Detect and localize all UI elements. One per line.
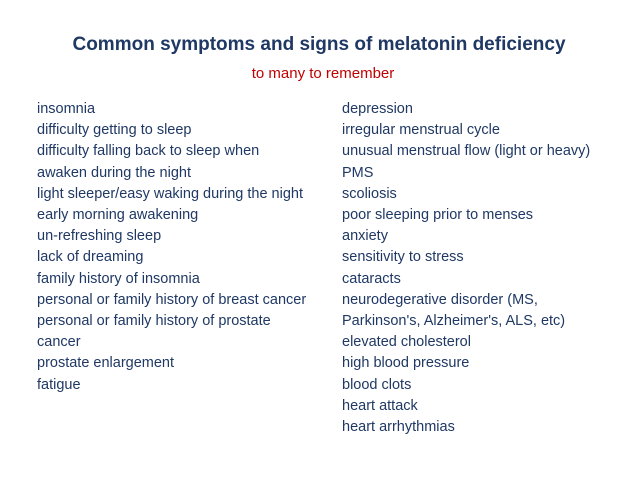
list-item: lack of dreaming (37, 249, 144, 266)
list-item: prostate enlargement (37, 355, 175, 372)
list-item: heart arrhythmias (342, 419, 455, 436)
list-item: light sleeper/easy waking during the night (37, 185, 303, 202)
symptom-list-right (342, 99, 592, 438)
symptom-list-left (37, 99, 307, 396)
list-item: fatigue (37, 376, 81, 393)
list-item: heart attack (342, 397, 418, 414)
list-item: anxiety (342, 228, 388, 245)
list-item: family history of insomnia (37, 270, 200, 287)
list-item: difficulty falling back to sleep when awaken during the night (37, 143, 260, 181)
list-item: depression (342, 101, 413, 117)
list-item: un-refreshing sleep (37, 228, 162, 245)
list-item: sensitivity to stress (342, 249, 464, 266)
list-item: poor sleeping prior to menses (342, 207, 534, 224)
subtitle-text: to many to remember (251, 65, 395, 82)
list-item: scoliosis (342, 185, 397, 202)
list-item: PMS (342, 164, 374, 181)
list-item: neurodegerative disorder (MS, Parkinson's, Alzheimer's, ALS, etc) (342, 291, 566, 330)
list-item: irregular menstrual cycle (342, 122, 500, 139)
list-item: difficulty getting to sleep (37, 122, 192, 139)
slide-title: Common symptoms and signs of melatonin deficiency (72, 34, 566, 55)
list-item: insomnia (37, 101, 96, 117)
list-item: early morning awakening (37, 207, 199, 224)
list-item: high blood pressure (342, 355, 470, 372)
list-item: personal or family history of breast cancer (37, 291, 307, 308)
list-item: elevated cholesterol (342, 334, 471, 351)
list-item: blood clots (342, 376, 412, 393)
list-item: unusual menstrual flow (light or heavy) (342, 143, 591, 160)
list-item: cataracts (342, 270, 401, 287)
slide-subtitle (0, 65, 638, 82)
list-item: personal or family history of prostate cancer (37, 313, 271, 351)
